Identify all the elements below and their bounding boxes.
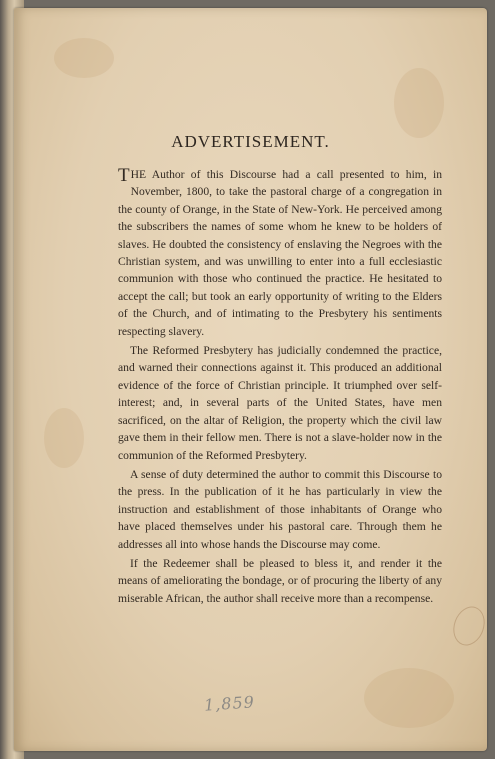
drop-cap: T: [118, 165, 130, 186]
paper-stain-ring: [448, 602, 490, 650]
paper-stain: [54, 38, 114, 78]
paragraph: [118, 166, 442, 340]
body-text: [118, 166, 442, 609]
book-page: [14, 8, 487, 751]
paragraph: If the Redeemer shall be pleased to bless it, and render it the means of ameliorating the bondage, or of procuring the liberty of any miserable African, the author shall receive more than a recompense.: [118, 556, 442, 605]
paper-stain: [44, 408, 84, 468]
paragraph: A sense of duty determined the author to commit this Discourse to the press. In the publication of it he has particularly in view the instruction and establishment of those inhabitants of Orange who have placed themselves under his pastoral care. Through them he addresses all into whose hands the Discourse may come.: [118, 467, 442, 551]
paper-stain: [364, 668, 454, 728]
paper-stain: [394, 68, 444, 138]
paragraph-text: HE Author of this Discourse had a call presented to him, in November, 1800, to take the pastoral charge of a congregation in the county of Orange, in the State of New-York. He perceived among the subscribers the names of some whom he knew to be holders of slaves. He doubted the consistency of enslaving the Negroes with the Christian system, and was unwilling to enter into a full ecclesiastic communion with those who continued the practice. He hesitated to accept the call; but took an early opportunity of writing to the Elders of the Church, and of intimating to the Presbytery his sentiments respecting slavery.: [118, 168, 442, 338]
handwritten-note: 1,859: [203, 692, 256, 715]
paragraph: The Reformed Presbytery has judicially condemned the practice, and warned their connections against it. This produced an additional evidence of the force of Christian principle. It triumphed over self-interest; and, in several parts of the United States, have men sacrificed, on the altar of Religion, the property which the civil law gave them in their fellow men. There is not a slave-holder now in the communion of the Reformed Presbytery.: [118, 344, 442, 462]
page-title: ADVERTISEMENT.: [171, 132, 330, 151]
